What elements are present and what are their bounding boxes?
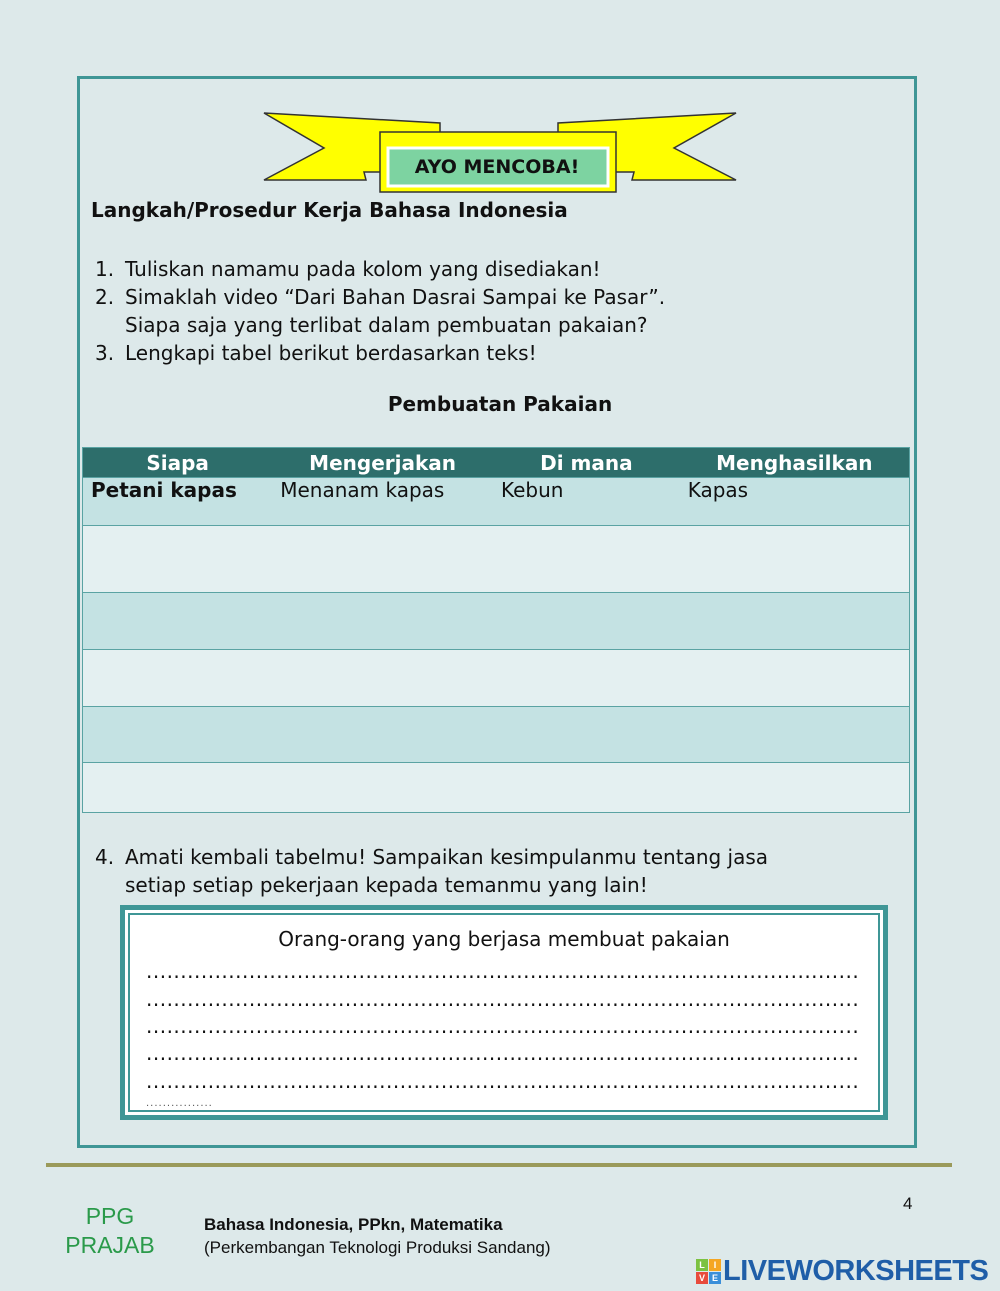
answer-line[interactable]: ........................................................................................................ [146,987,860,1011]
table-input-cell[interactable] [83,650,273,707]
banner-label: AYO MENCOBA! [414,156,580,178]
table-row [83,526,910,593]
table-input-cell[interactable] [493,763,680,813]
table-input-cell[interactable] [680,650,910,707]
list-item: 1. Tuliskan namamu pada kolom yang disediakan! [95,257,601,281]
answer-line[interactable]: ........................................................................................................ [146,1069,860,1093]
table-input-cell[interactable] [83,763,273,813]
list-item: Siapa saja yang terlibat dalam pembuatan pakaian? [125,313,648,337]
subject-title: Bahasa Indonesia, PPkn, Matematika [204,1215,503,1234]
answer-line-short[interactable]: ................ [146,1098,213,1109]
table-input-cell[interactable] [272,593,493,650]
step-4-line: Amati kembali tabelmu! Sampaikan kesimpulanmu tentang jasa [125,845,769,869]
step-4: 4. Amati kembali tabelmu! Sampaikan kesimpulanmu tentang jasa setiap setiap pekerjaan kepada temanmu yang lain! [95,845,769,897]
column-header: Di mana [493,448,680,478]
table-row [83,593,910,650]
table-cell: Kebun [493,478,680,526]
liveworksheets-logo[interactable] [696,1255,988,1288]
column-header: Siapa [83,448,273,478]
table-input-cell[interactable] [493,593,680,650]
column-header: Mengerjakan [272,448,493,478]
list-item: 2. Simaklah video “Dari Bahan Dasrai Sampai ke Pasar”. [95,285,666,309]
footer-divider [46,1163,952,1167]
work-table [82,447,910,813]
table-input-cell[interactable] [680,526,910,593]
table-row [83,650,910,707]
table-row [83,707,910,763]
subject-subtitle: (Perkembangan Teknologi Produksi Sandang) [204,1238,551,1257]
answer-line[interactable]: ........................................................................................................ [146,1014,860,1038]
table-title: Pembuatan Pakaian [387,392,613,416]
answer-line[interactable]: ........................................................................................................ [146,959,860,983]
table-header-row [83,448,910,478]
table-input-cell[interactable] [272,650,493,707]
table-input-cell[interactable] [83,707,273,763]
table-input-cell[interactable] [680,707,910,763]
table-cell: Menanam kapas [272,478,493,526]
page-number: 4 [903,1194,913,1213]
table-input-cell[interactable] [272,707,493,763]
table-input-cell[interactable] [83,526,273,593]
step-4-line: setiap setiap pekerjaan kepada temanmu yang lain! [125,873,648,897]
ppg-label: PPG PRAJAB [65,1203,155,1258]
table-cell: Kapas [680,478,910,526]
table-input-cell[interactable] [680,763,910,813]
table-input-cell[interactable] [680,593,910,650]
liveworksheets-brand: LIVEWORKSHEETS [723,1255,989,1287]
table-input-cell[interactable] [493,650,680,707]
table-input-cell[interactable] [272,526,493,593]
answer-title: Orang-orang yang berjasa membuat pakaian [278,927,730,951]
table-cell: Petani kapas [83,478,273,526]
liveworksheets-icon: L I V E [696,1259,721,1284]
column-header: Menghasilkan [680,448,910,478]
table-row [83,763,910,813]
table-input-cell[interactable] [272,763,493,813]
list-item: 3. Lengkapi tabel berikut berdasarkan teks! [95,341,537,365]
answer-box[interactable] [120,905,888,1120]
table-row [83,478,910,526]
table-input-cell[interactable] [83,593,273,650]
steps-list [95,255,665,367]
table-input-cell[interactable] [493,526,680,593]
section-heading: Langkah/Prosedur Kerja Bahasa Indonesia [91,198,568,222]
answer-line[interactable]: ........................................................................................................ [146,1041,860,1065]
table-input-cell[interactable] [493,707,680,763]
